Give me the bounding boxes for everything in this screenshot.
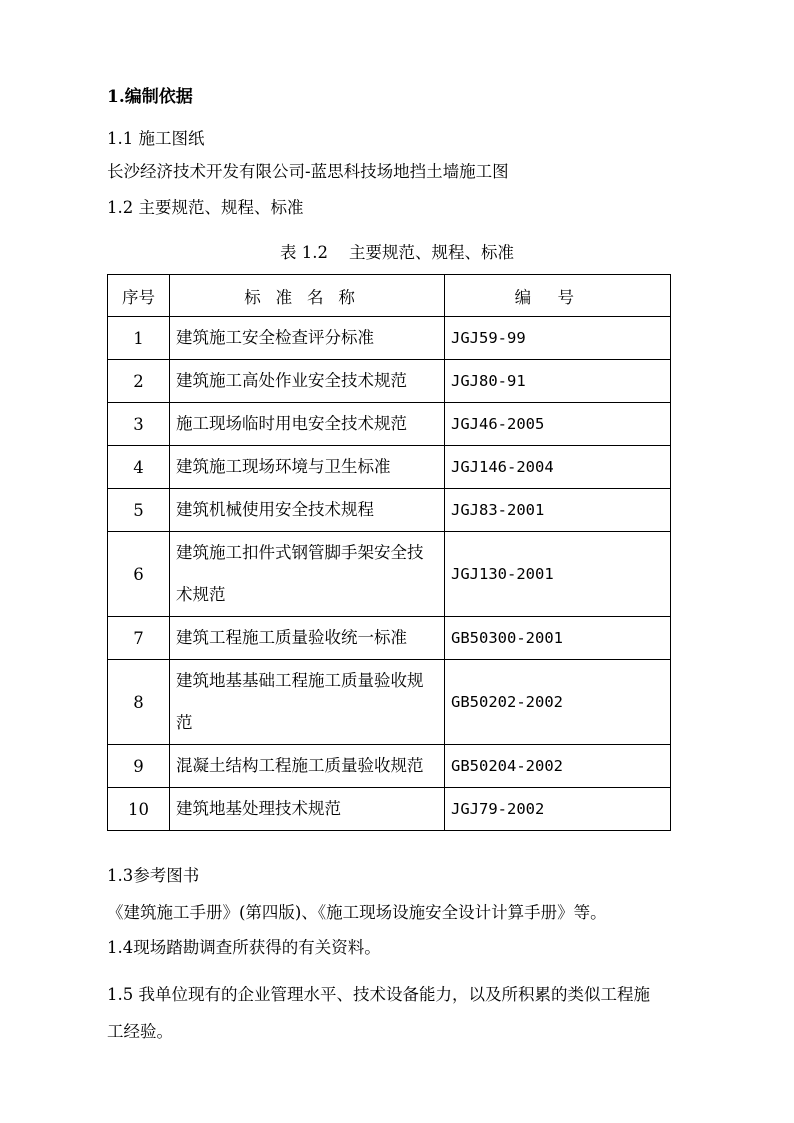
header-code <box>445 275 671 317</box>
row-num: 8 <box>108 660 170 745</box>
row-code: JGJ59-99 <box>445 317 671 360</box>
subsection-1-5-line1: 1.5 我单位现有的企业管理水平、技术设备能力，以及所积累的类似工程施 <box>107 985 650 1004</box>
standards-table <box>107 274 671 831</box>
subsection-1-1-title: 1.1 施工图纸 <box>107 129 205 148</box>
row-code: GB50204-2002 <box>445 745 671 788</box>
table-row <box>108 446 671 489</box>
row-num: 7 <box>108 617 170 660</box>
row-name: 建筑工程施工质量验收统一标准 <box>170 617 445 660</box>
row-num: 5 <box>108 489 170 532</box>
subsection-1-3-body: 《建筑施工手册》(第四版)、《施工现场设施安全设计计算手册》等。 <box>107 903 607 922</box>
table-header-row <box>108 275 671 317</box>
table-row <box>108 660 671 745</box>
row-num: 1 <box>108 317 170 360</box>
row-name: 建筑施工扣件式钢管脚手架安全技术规范 <box>170 532 445 617</box>
row-name: 混凝土结构工程施工质量验收规范 <box>170 745 445 788</box>
row-name: 建筑施工现场环境与卫生标准 <box>170 446 445 489</box>
header-name <box>170 275 445 317</box>
row-name: 施工现场临时用电安全技术规范 <box>170 403 445 446</box>
subsection-1-2-title: 1.2 主要规范、规程、标准 <box>107 198 304 217</box>
table-caption: 表 1.2 主要规范、规程、标准 <box>280 243 514 262</box>
row-num: 2 <box>108 360 170 403</box>
row-num: 9 <box>108 745 170 788</box>
row-name: 建筑机械使用安全技术规程 <box>170 489 445 532</box>
section-heading: 1.编制依据 <box>107 87 193 107</box>
table-row <box>108 617 671 660</box>
row-name: 建筑施工高处作业安全技术规范 <box>170 360 445 403</box>
row-code: JGJ130-2001 <box>445 532 671 617</box>
row-code: GB50202-2002 <box>445 660 671 745</box>
table-row <box>108 745 671 788</box>
row-name: 建筑地基处理技术规范 <box>170 788 445 831</box>
table-row <box>108 360 671 403</box>
subsection-1-4-title: 1.4现场踏勘调查所获得的有关资料。 <box>107 938 381 957</box>
table-row <box>108 489 671 532</box>
subsection-1-5-line2: 工经验。 <box>107 1022 173 1041</box>
row-code: JGJ80-91 <box>445 360 671 403</box>
header-code-text: 编号 <box>514 287 601 307</box>
row-num: 3 <box>108 403 170 446</box>
header-num: 序号 <box>108 275 170 317</box>
header-name-text: 标准名称 <box>244 287 370 307</box>
row-code: GB50300-2001 <box>445 617 671 660</box>
table-row <box>108 317 671 360</box>
row-num: 4 <box>108 446 170 489</box>
row-code: JGJ146-2004 <box>445 446 671 489</box>
row-num: 6 <box>108 532 170 617</box>
table-row <box>108 403 671 446</box>
row-code: JGJ79-2002 <box>445 788 671 831</box>
row-code: JGJ83-2001 <box>445 489 671 532</box>
table-row <box>108 788 671 831</box>
row-name: 建筑地基基础工程施工质量验收规范 <box>170 660 445 745</box>
subsection-1-1-body: 长沙经济技术开发有限公司-蓝思科技场地挡土墙施工图 <box>107 162 509 181</box>
row-num: 10 <box>108 788 170 831</box>
row-code: JGJ46-2005 <box>445 403 671 446</box>
row-name: 建筑施工安全检查评分标准 <box>170 317 445 360</box>
subsection-1-3-title: 1.3参考图书 <box>107 866 200 885</box>
table-row <box>108 532 671 617</box>
